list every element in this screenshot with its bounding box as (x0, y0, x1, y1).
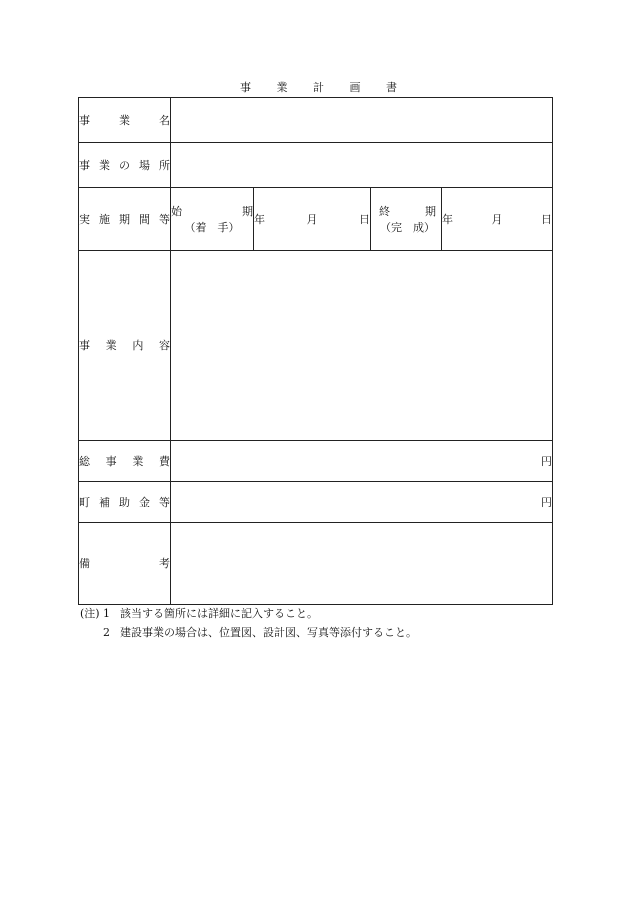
label-char: 業 (99, 158, 110, 172)
label-char: 備 (79, 557, 90, 570)
remarks-label (79, 556, 170, 571)
note-text: 建設事業の場合は、位置図、設計図、写真等添付すること。 (120, 626, 417, 639)
day-unit: 日 (359, 212, 370, 226)
yen-unit: 円 (541, 454, 552, 468)
note-text: 該当する箇所には詳細に記入すること。 (120, 607, 318, 620)
label-char: 業 (105, 339, 117, 352)
label-cell (79, 523, 171, 605)
end-date-field (442, 188, 553, 251)
subsidy-label (79, 495, 170, 510)
label-char: 等 (159, 495, 170, 509)
year-unit: 年 (254, 212, 265, 226)
note-number: 2 (103, 626, 110, 639)
end-period-cell (371, 188, 442, 251)
start-period-cell (171, 188, 254, 251)
row-remarks (79, 523, 553, 605)
label-char: 業 (132, 454, 144, 468)
label-cell (79, 98, 171, 143)
label-char: 書 (386, 81, 397, 94)
label-char: 名 (159, 113, 170, 127)
location-label (79, 158, 170, 173)
label-char: 計 (313, 81, 324, 94)
row-content (79, 251, 553, 441)
label-char: 所 (159, 158, 170, 172)
label-char: 施 (99, 212, 110, 226)
month-unit: 月 (491, 212, 503, 226)
start-date-field (254, 188, 371, 251)
label-char: 事 (105, 454, 117, 468)
label-char: 補 (99, 495, 110, 509)
label-char: 事 (79, 339, 90, 352)
row-location (79, 143, 553, 188)
label-char: 町 (79, 495, 90, 509)
row-period (79, 188, 553, 251)
label-char: 費 (158, 454, 170, 468)
note-line-1 (80, 606, 318, 622)
row-total-cost (79, 441, 553, 482)
period-label (79, 212, 170, 227)
label-cell (79, 251, 171, 441)
start-date-units (254, 212, 370, 227)
label-char: 事 (240, 81, 251, 94)
label-char: 期 (119, 212, 130, 226)
note-line-2 (80, 625, 417, 641)
label-char: 終 (379, 204, 390, 218)
label-char: 期 (242, 204, 253, 218)
label-char: 間 (139, 212, 150, 226)
label-char: 事 (79, 158, 90, 172)
label-char: 始 (171, 204, 182, 218)
total-cost-field (171, 441, 553, 482)
label-char: 実 (79, 212, 90, 226)
label-char: 画 (349, 81, 361, 94)
label-cell (79, 188, 171, 251)
subsidy-field (171, 482, 553, 523)
label-char: 業 (276, 81, 288, 94)
end-date-units (442, 212, 552, 227)
label-char: の (119, 158, 130, 172)
total-cost-label (79, 454, 170, 469)
row-subsidy (79, 482, 553, 523)
label-cell (79, 143, 171, 188)
month-unit: 月 (306, 212, 318, 226)
label-cell (79, 441, 171, 482)
label-char: 総 (79, 454, 90, 468)
note-prefix-spacer (80, 625, 103, 641)
project-name-label (79, 113, 170, 128)
label-char: 内 (132, 339, 144, 352)
label-char: 助 (119, 495, 130, 509)
label-char: 期 (425, 204, 436, 218)
label-cell (79, 482, 171, 523)
label-char: 事 (79, 113, 90, 127)
content-label (79, 338, 170, 353)
note-prefix: (注) (80, 607, 100, 620)
label-char: 金 (139, 495, 150, 509)
label-char: 業 (119, 113, 130, 127)
start-period-label (171, 204, 253, 219)
plan-form-table (78, 97, 553, 605)
start-period-sub: （着 手） (184, 220, 240, 234)
remarks-field (171, 523, 553, 605)
label-char: 場 (139, 158, 150, 172)
row-project-name (79, 98, 553, 143)
day-unit: 日 (541, 212, 552, 226)
end-period-label (379, 204, 436, 219)
label-char: 考 (159, 557, 170, 570)
end-period-sub: （完 成） (380, 220, 435, 234)
note-number: 1 (103, 607, 110, 620)
year-unit: 年 (442, 212, 453, 226)
location-field (171, 143, 553, 188)
label-char: 容 (158, 339, 170, 352)
content-field (171, 251, 553, 441)
project-name-field (171, 98, 553, 143)
label-char: 等 (159, 212, 170, 226)
yen-unit: 円 (541, 495, 552, 509)
document-title (240, 81, 397, 95)
